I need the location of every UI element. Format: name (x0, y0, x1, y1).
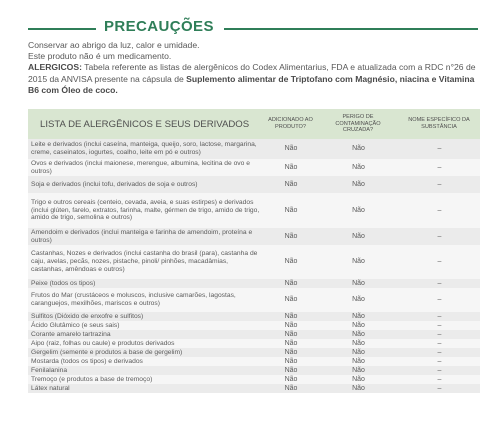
header-specific-name: NOME ESPECÍFICO DA SUBSTÂNCIA (398, 109, 480, 139)
allergen-name-cell: Peixe (todos os tipos) (28, 279, 263, 288)
specific-name-cell: – (398, 279, 480, 288)
allergen-name-cell: Ácido Glutâmico (e seus sais) (28, 321, 263, 330)
allergen-name-cell: Castanhas, Nozes e derivados (inclui castanha do brasil (para), castanha de caju, avelas, pecãs, nozes, pistache, pinoli/ pinhões, macadâmias, castanhas, amêndoas e outros) (28, 245, 263, 279)
added-cell: Não (263, 139, 318, 159)
added-cell: Não (263, 339, 318, 348)
specific-name-cell: – (398, 245, 480, 279)
table-row (28, 384, 480, 393)
cross-contamination-cell: Não (318, 348, 398, 357)
specific-name-cell: – (398, 312, 480, 321)
added-cell: Não (263, 357, 318, 366)
cross-contamination-cell: Não (318, 366, 398, 375)
specific-name-cell: – (398, 288, 480, 312)
cross-contamination-cell: Não (318, 339, 398, 348)
added-cell: Não (263, 321, 318, 330)
added-cell: Não (263, 312, 318, 321)
allergen-name-cell: Tremoço (e produtos a base de tremoço) (28, 375, 263, 384)
table-row (28, 288, 480, 312)
allergen-name-cell: Trigo e outros cereais (centeio, cevada, aveia, e suas estirpes) e derivados (inclui glúten, farelo, extratos, farinha, malte, gérmen de trigo, amido de trigo, amido de trigo, semolina e outros) (28, 193, 263, 228)
allergens-text: Tabela referente as listas de alergênicos do Codex Alimentarius, FDA e atualizada com a RDC n°26 de 2015 da ANVISA presente na cápsula de (28, 62, 476, 84)
cross-contamination-cell: Não (318, 330, 398, 339)
cross-contamination-cell: Não (318, 193, 398, 228)
specific-name-cell: – (398, 375, 480, 384)
medicine-note: Este produto não é um medicamento. (28, 51, 172, 62)
added-cell: Não (263, 193, 318, 228)
cross-contamination-cell: Não (318, 288, 398, 312)
allergen-name-cell: Fenilalanina (28, 366, 263, 375)
specific-name-cell: – (398, 348, 480, 357)
added-cell: Não (263, 330, 318, 339)
specific-name-cell: – (398, 139, 480, 159)
added-cell: Não (263, 245, 318, 279)
product-name: Suplemento alimentar de Triptofano com Magnésio, niacina e Vitamina B6 com Óleo de coco. (28, 73, 475, 95)
added-cell: Não (263, 375, 318, 384)
added-cell: Não (263, 159, 318, 176)
added-cell: Não (263, 348, 318, 357)
added-cell: Não (263, 288, 318, 312)
specific-name-cell: – (398, 357, 480, 366)
specific-name-cell: – (398, 366, 480, 375)
cross-contamination-cell: Não (318, 279, 398, 288)
added-cell: Não (263, 176, 318, 193)
table-row (28, 193, 480, 228)
allergen-name-cell: Ovos e derivados (inclui maionese, merengue, albumina, lecitina de ovo e outros) (28, 159, 263, 176)
header-allergen-list: LISTA DE ALERGÊNICOS E SEUS DERIVADOS (28, 109, 263, 139)
table-row (28, 159, 480, 176)
table-row (28, 321, 480, 330)
specific-name-cell: – (398, 159, 480, 176)
added-cell: Não (263, 228, 318, 245)
cross-contamination-cell: Não (318, 384, 398, 393)
cross-contamination-cell: Não (318, 375, 398, 384)
table-row (28, 245, 480, 279)
allergen-name-cell: Gergelim (semente e produtos a base de gergelim) (28, 348, 263, 357)
allergen-name-cell: Leite e derivados (inclui caseína, manteiga, queijo, soro, lactose, margarina, creme, caseinatos, iogurtes, coalho, leite em pó e outros) (28, 139, 263, 159)
table-row (28, 339, 480, 348)
table-header-row (28, 109, 480, 139)
allergens-label: ALERGICOS: (28, 62, 82, 73)
table-row (28, 357, 480, 366)
specific-name-cell: – (398, 193, 480, 228)
title-rule-left (28, 28, 96, 30)
added-cell: Não (263, 384, 318, 393)
table-row (28, 348, 480, 357)
allergen-name-cell: Frutos do Mar (crustáceos e moluscos, inclusive camarões, lagostas, caranguejos, mexilhões, mariscos e outros) (28, 288, 263, 312)
specific-name-cell: – (398, 228, 480, 245)
table-row (28, 375, 480, 384)
allergens-paragraph (28, 62, 480, 96)
table-row (28, 139, 480, 159)
allergen-name-cell: Amendoim e derivados (inclui manteiga e farinha de amendoim, proteína e outros) (28, 228, 263, 245)
added-cell: Não (263, 279, 318, 288)
storage-note: Conservar ao abrigo da luz, calor e umidade. (28, 40, 200, 50)
title-rule-right (224, 28, 478, 30)
cross-contamination-cell: Não (318, 159, 398, 176)
table-row (28, 312, 480, 321)
allergen-name-cell: Sulfitos (Dióxido de enxofre e sulfitos) (28, 312, 263, 321)
allergens-table (28, 109, 480, 393)
page-title: PRECAUÇÕES (104, 18, 214, 35)
specific-name-cell: – (398, 176, 480, 193)
table-row (28, 279, 480, 288)
cross-contamination-cell: Não (318, 228, 398, 245)
cross-contamination-cell: Não (318, 312, 398, 321)
cross-contamination-cell: Não (318, 139, 398, 159)
allergen-name-cell: Aipo (raiz, folhas ou caule) e produtos derivados (28, 339, 263, 348)
allergen-name-cell: Látex natural (28, 384, 263, 393)
cross-contamination-cell: Não (318, 245, 398, 279)
specific-name-cell: – (398, 330, 480, 339)
specific-name-cell: – (398, 384, 480, 393)
allergen-name-cell: Corante amarelo tartrazina (28, 330, 263, 339)
header-cross-contamination: PERIGO DE CONTAMINAÇÃO CRUZADA? (318, 109, 398, 139)
cross-contamination-cell: Não (318, 321, 398, 330)
header-added: ADICIONADO AO PRODUTO? (263, 109, 318, 139)
cross-contamination-cell: Não (318, 176, 398, 193)
table-row (28, 228, 480, 245)
table-row (28, 176, 480, 193)
specific-name-cell: – (398, 339, 480, 348)
cross-contamination-cell: Não (318, 357, 398, 366)
allergen-name-cell: Soja e derivados (inclui tofu, derivados de soja e outros) (28, 176, 263, 193)
added-cell: Não (263, 366, 318, 375)
allergen-name-cell: Mostarda (todos os tipos) e derivados (28, 357, 263, 366)
table-row (28, 366, 480, 375)
intro-text (28, 40, 480, 96)
specific-name-cell: – (398, 321, 480, 330)
table-row (28, 330, 480, 339)
